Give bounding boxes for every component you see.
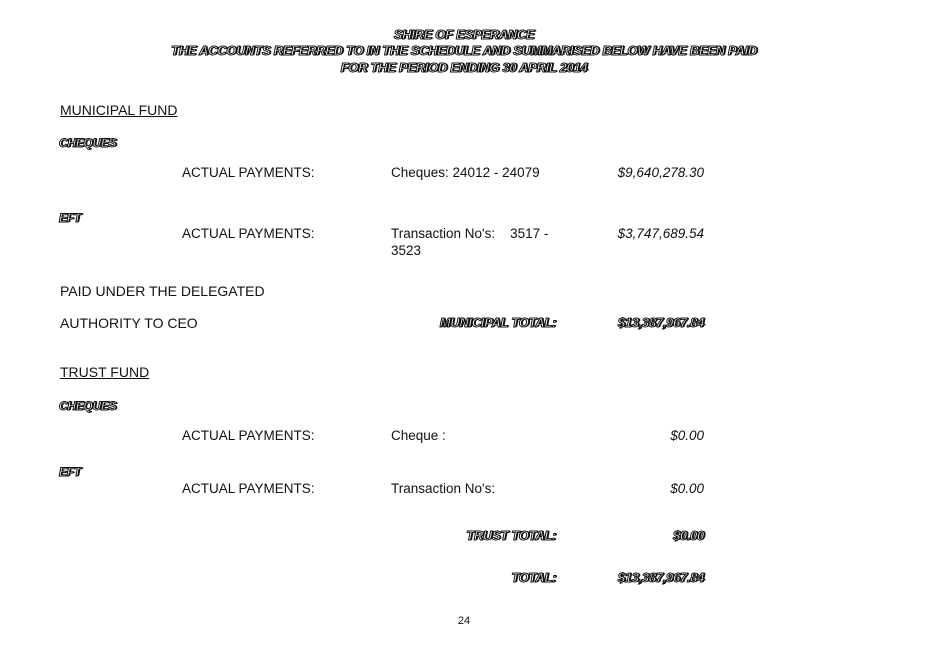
doc-period: FOR THE PERIOD ENDING 30 APRIL 2014 xyxy=(340,60,588,75)
trust-cheques-desc: Cheque : xyxy=(391,428,446,443)
municipal-cheques-label: CHEQUES xyxy=(59,136,117,150)
municipal-cheques-desc: Cheques: 24012 - 24079 xyxy=(391,165,540,180)
grand-total-amount: $13,387,967.84 xyxy=(617,570,704,585)
trust-cheques-label: CHEQUES xyxy=(59,399,117,413)
doc-subtitle: THE ACCOUNTS REFERRED TO IN THE SCHEDULE AND SUMMARISED BELOW HAVE BEEN PAID xyxy=(171,43,757,58)
municipal-total-amount: $13,387,967.84 xyxy=(617,315,704,330)
trust-eft-label: EFT xyxy=(59,465,81,479)
trust-cheques-type: ACTUAL PAYMENTS: xyxy=(182,428,315,443)
trust-cheques-amount: $0.00 xyxy=(670,428,704,443)
municipal-eft-amount: $3,747,689.54 xyxy=(617,226,704,241)
municipal-eft-desc-line1: Transaction No's: 3517 - xyxy=(391,226,549,241)
municipal-cheques-type: ACTUAL PAYMENTS: xyxy=(182,165,315,180)
municipal-total-label: MUNICIPAL TOTAL: xyxy=(439,315,556,330)
doc-title: SHIRE OF ESPERANCE xyxy=(393,27,535,42)
trust-eft-desc: Transaction No's: xyxy=(391,481,496,496)
grand-total-label: TOTAL: xyxy=(511,570,556,585)
trust-eft-amount: $0.00 xyxy=(670,481,704,496)
trust-total-amount: $0.00 xyxy=(672,528,704,543)
delegated-authority-line2: AUTHORITY TO CEO xyxy=(60,315,198,331)
page-number: 24 xyxy=(457,615,471,627)
municipal-eft-type: ACTUAL PAYMENTS: xyxy=(182,226,315,241)
municipal-cheques-amount: $9,640,278.30 xyxy=(617,165,704,180)
trust-total-label: TRUST TOTAL: xyxy=(466,528,556,543)
trust-fund-heading: TRUST FUND xyxy=(60,364,150,380)
municipal-eft-label: EFT xyxy=(59,211,81,225)
municipal-fund-heading: MUNICIPAL FUND xyxy=(60,102,178,118)
delegated-authority-line1: PAID UNDER THE DELEGATED xyxy=(60,283,265,299)
municipal-eft-desc-line2: 3523 xyxy=(391,243,422,258)
trust-eft-type: ACTUAL PAYMENTS: xyxy=(182,481,315,496)
